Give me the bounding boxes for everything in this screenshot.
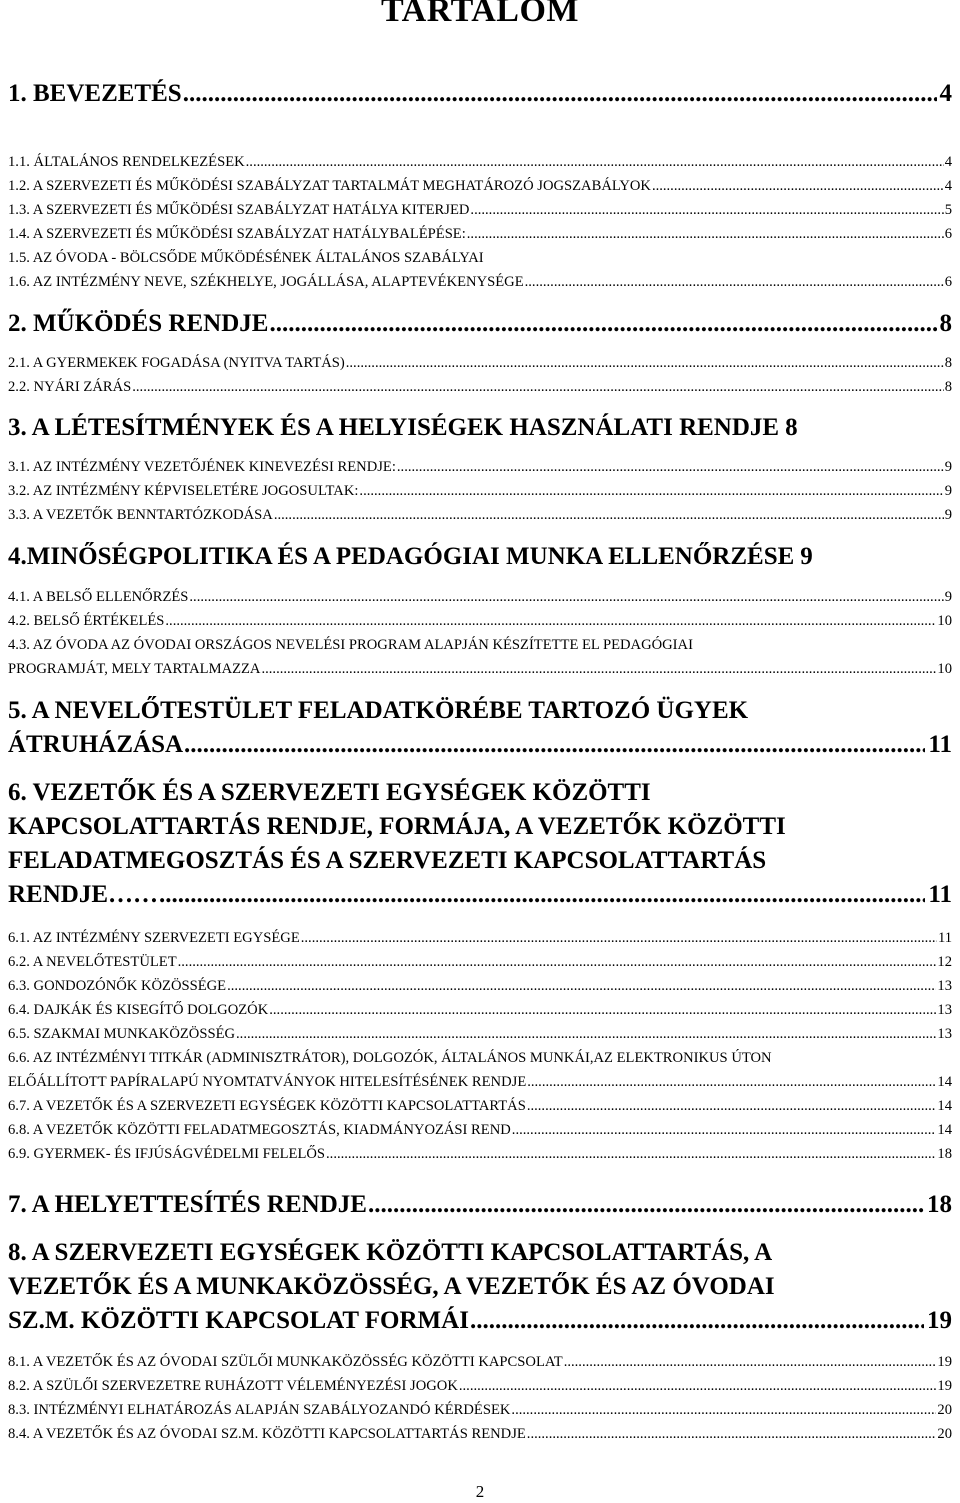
toc-entry-6-3[interactable] [8, 978, 952, 995]
dot-leader [301, 930, 937, 947]
toc-entry-text: 1.3. A SZERVEZETI ÉS MŰKÖDÉSI SZABÁLYZAT HATÁLYA KITERJED [8, 202, 470, 218]
dot-leader [511, 1402, 936, 1419]
toc-page-number: 4 [939, 80, 952, 107]
dot-leader [359, 483, 943, 500]
toc-entry-text: 6.7. A VEZETŐK ÉS A SZERVEZETI EGYSÉGEK KÖZÖTTI KAPCSOLATTARTÁS [8, 1098, 526, 1114]
toc-entry-6[interactable] [8, 881, 952, 909]
dot-leader [183, 80, 937, 108]
toc-page-number: 10 [937, 613, 952, 629]
toc-page-number: 11 [928, 731, 952, 758]
toc-entry-text: 8.4. A VEZETŐK ÉS AZ ÓVODAI SZ.M. KÖZÖTTI KAPCSOLATTARTÁS RENDJE [8, 1426, 526, 1442]
toc-entry-text: 6.2. A NEVELŐTESTÜLET [8, 954, 177, 970]
toc-page-number: 20 [937, 1426, 952, 1442]
dot-leader [165, 613, 936, 630]
toc-entry-text: 3. A LÉTESÍTMÉNYEK ÉS A HELYISÉGEK HASZNÁLATI RENDJE [8, 414, 780, 441]
toc-entry-1-1[interactable] [8, 154, 952, 171]
toc-entry-8-2[interactable] [8, 1378, 952, 1395]
dot-leader [236, 1026, 936, 1043]
toc-entry-6-6-line1[interactable]: 6.6. AZ INTÉZMÉNYI TITKÁR (ADMINISZTRÁTOR), DOLGOZÓK, ÁLTALÁNOS MUNKÁI,AZ ELEKTRONIKUS ÚTON [8, 1050, 772, 1066]
toc-entry-3-3[interactable] [8, 507, 952, 524]
toc-entry-5-line1[interactable]: 5. A NEVELŐTESTÜLET FELADATKÖRÉBE TARTOZÓ ÜGYEK [8, 697, 749, 724]
toc-entry-4-1[interactable] [8, 589, 952, 606]
toc-page-number: 9 [944, 459, 952, 475]
toc-page-number: 5 [944, 202, 952, 218]
toc-page-number: 14 [937, 1074, 952, 1090]
toc-entry-text: 8.1. A VEZETŐK ÉS AZ ÓVODAI SZÜLŐI MUNKAKÖZÖSSÉG KÖZÖTTI KAPCSOLAT [8, 1354, 563, 1370]
dot-leader [326, 1146, 936, 1163]
toc-entry-8-line1[interactable]: 8. A SZERVEZETI EGYSÉGEK KÖZÖTTI KAPCSOLATTARTÁS, A [8, 1239, 773, 1266]
toc-page-number: 6 [944, 274, 952, 290]
toc-page-number: 4 [944, 154, 952, 170]
toc-entry-8-4[interactable] [8, 1426, 952, 1443]
dot-leader [269, 1002, 936, 1019]
toc-page-number: 11 [928, 881, 952, 908]
dot-leader [178, 954, 937, 971]
toc-entry-text: 2.2. NYÁRI ZÁRÁS [8, 379, 132, 395]
dot-leader [527, 1426, 937, 1443]
toc-page-number: 13 [937, 1002, 952, 1018]
toc-entry-4[interactable] [8, 543, 952, 571]
toc-page-number: 13 [937, 978, 952, 994]
toc-entry-text: ÁTRUHÁZÁSA [8, 731, 184, 758]
toc-entry-text: 1.2. A SZERVEZETI ÉS MŰKÖDÉSI SZABÁLYZAT TARTALMÁT MEGHATÁROZÓ JOGSZABÁLYOK [8, 178, 651, 194]
toc-entry-text: 3.1. AZ INTÉZMÉNY VEZETŐJÉNEK KINEVEZÉSI RENDJE: [8, 459, 396, 475]
toc-entry-text: 4.1. A BELSŐ ELLENŐRZÉS [8, 589, 189, 605]
dot-leader [346, 355, 944, 372]
toc-entry-1-5[interactable]: 1.5. AZ ÓVODA - BÖLCSŐDE MŰKÖDÉSÉNEK ÁLTALÁNOS SZABÁLYAI [8, 250, 484, 266]
toc-page-number: 19 [937, 1378, 952, 1394]
toc-entry-6-7[interactable] [8, 1098, 952, 1115]
dot-leader [184, 731, 925, 759]
toc-entry-text: 1.6. AZ INTÉZMÉNY NEVE, SZÉKHELYE, JOGÁLLÁSA, ALAPTEVÉKENYSÉGE [8, 274, 524, 290]
toc-page-number: 14 [937, 1098, 952, 1114]
toc-entry-1-6[interactable] [8, 274, 952, 291]
toc-page-number: 11 [937, 930, 952, 946]
dot-leader [467, 226, 944, 243]
toc-entry-text: 2. MŰKÖDÉS RENDJE [8, 310, 269, 337]
toc-entry-6-8[interactable] [8, 1122, 952, 1139]
dot-leader [274, 507, 944, 524]
toc-entry-text: 6.5. SZAKMAI MUNKAKÖZÖSSÉG [8, 1026, 236, 1042]
toc-entry-7[interactable] [8, 1191, 952, 1219]
dot-leader [652, 178, 944, 195]
toc-page-number: 9 [800, 543, 813, 570]
toc-entry-1-3[interactable] [8, 202, 952, 219]
toc-page-number: 20 [937, 1402, 952, 1418]
toc-entry-3-2[interactable] [8, 483, 952, 500]
toc-entry-6-9[interactable] [8, 1146, 952, 1163]
dot-leader [470, 202, 943, 219]
toc-page-number: 8 [785, 414, 798, 441]
page-number: 2 [475, 1482, 485, 1501]
dot-leader [527, 1074, 936, 1091]
dot-leader [512, 1122, 937, 1139]
dot-leader [564, 1354, 937, 1371]
dot-leader [261, 661, 936, 678]
toc-entry-6-2[interactable] [8, 954, 952, 971]
dot-leader [525, 274, 944, 291]
toc-entry-text: 2.1. A GYERMEKEK FOGADÁSA (NYITVA TARTÁS) [8, 355, 345, 371]
dot-leader [246, 154, 944, 171]
toc-page-number: 19 [927, 1307, 952, 1334]
toc-entry-2-1[interactable] [8, 355, 952, 372]
toc-page-number: 8 [939, 310, 952, 337]
toc-page-number: 18 [927, 1191, 952, 1218]
toc-page-number: 9 [944, 507, 952, 523]
toc-entry-3[interactable] [8, 414, 952, 442]
toc-entry-8-3[interactable] [8, 1402, 952, 1419]
dot-leader [132, 379, 943, 396]
toc-entry-6-line1[interactable]: 6. VEZETŐK ÉS A SZERVEZETI EGYSÉGEK KÖZÖTTI [8, 779, 651, 806]
toc-entry-2[interactable] [8, 310, 952, 338]
dot-leader [397, 459, 944, 476]
toc-entry-6-line3[interactable]: FELADATMEGOSZTÁS ÉS A SZERVEZETI KAPCSOLATTARTÁS [8, 847, 767, 874]
toc-page-number: 9 [944, 483, 952, 499]
toc-entry-8[interactable] [8, 1307, 952, 1335]
toc-page-number: 6 [944, 226, 952, 242]
toc-entry-8-line2[interactable]: VEZETŐK ÉS A MUNKAKÖZÖSSÉG, A VEZETŐK ÉS AZ ÓVODAI [8, 1273, 775, 1300]
toc-entry-text: 4.2. BELSŐ ÉRTÉKELÉS [8, 613, 165, 629]
toc-entry-8-1[interactable] [8, 1354, 952, 1371]
toc-entry-4-3-line1[interactable]: 4.3. AZ ÓVODA AZ ÓVODAI ORSZÁGOS NEVELÉSI PROGRAM ALAPJÁN KÉSZÍTETTE EL PEDAGÓGIAI [8, 637, 693, 653]
toc-page-number: 18 [937, 1146, 952, 1162]
toc-entry-2-2[interactable] [8, 379, 952, 396]
toc-entry-1-2[interactable] [8, 178, 952, 195]
toc-entry-1-4[interactable] [8, 226, 952, 243]
toc-entry-text: 1.4. A SZERVEZETI ÉS MŰKÖDÉSI SZABÁLYZAT HATÁLYBALÉPÉSE: [8, 226, 466, 242]
toc-page-number: 19 [937, 1354, 952, 1370]
toc-entry-text: RENDJE…… [8, 881, 159, 908]
toc-page-number: 9 [944, 589, 952, 605]
toc-page-number: 4 [944, 178, 952, 194]
toc-entry-text: 6.4. DAJKÁK ÉS KISEGÍTŐ DOLGOZÓK [8, 1002, 269, 1018]
toc-entry-1[interactable] [8, 80, 952, 108]
toc-entry-text: 1. BEVEZETÉS [8, 80, 182, 107]
toc-page-number: 14 [937, 1122, 952, 1138]
toc-entry-text: 4.MINŐSÉGPOLITIKA ÉS A PEDAGÓGIAI MUNKA ELLENŐRZÉSE [8, 543, 795, 570]
dot-leader [470, 1307, 924, 1335]
dot-leader [227, 978, 936, 995]
dot-leader [269, 310, 936, 338]
toc-entry-text: 3.3. A VEZETŐK BENNTARTÓZKODÁSA [8, 507, 273, 523]
toc-page-number: 8 [944, 379, 952, 395]
dot-leader [527, 1098, 937, 1115]
dot-leader [459, 1378, 937, 1395]
toc-entry-text: 3.2. AZ INTÉZMÉNY KÉPVISELETÉRE JOGOSULTAK: [8, 483, 359, 499]
toc-entry-6-6[interactable] [8, 1074, 952, 1091]
dot-leader [368, 1191, 924, 1219]
toc-entry-text: SZ.M. KÖZÖTTI KAPCSOLAT FORMÁI [8, 1307, 469, 1334]
toc-entry-text: 6.9. GYERMEK- ÉS IFJÚSÁGVÉDELMI FELELŐS [8, 1146, 326, 1162]
dot-leader [159, 881, 925, 909]
toc-entry-text: 8.2. A SZÜLŐI SZERVEZETRE RUHÁZOTT VÉLEMÉNYEZÉSI JOGOK [8, 1378, 458, 1394]
toc-entry-6-5[interactable] [8, 1026, 952, 1043]
toc-page-number: 10 [937, 661, 952, 677]
toc-entry-3-1[interactable] [8, 459, 952, 476]
dot-leader [189, 589, 943, 606]
toc-page-number: 12 [937, 954, 952, 970]
toc-entry-text: PROGRAMJÁT, MELY TARTALMAZZA [8, 661, 261, 677]
toc-page-number: 8 [944, 355, 952, 371]
page-title: TARTALOM [381, 0, 579, 29]
toc-entry-text: 8.3. INTÉZMÉNYI ELHATÁROZÁS ALAPJÁN SZABÁLYOZANDÓ KÉRDÉSEK [8, 1402, 511, 1418]
toc-entry-5[interactable] [8, 731, 952, 759]
toc-page-number: 13 [937, 1026, 952, 1042]
toc-entry-text: 6.1. AZ INTÉZMÉNY SZERVEZETI EGYSÉGE [8, 930, 300, 946]
toc-entry-4-3[interactable] [8, 661, 952, 678]
toc-entry-6-line2[interactable]: KAPCSOLATTARTÁS RENDJE, FORMÁJA, A VEZETŐK KÖZÖTTI [8, 813, 786, 840]
toc-entry-6-4[interactable] [8, 1002, 952, 1019]
toc-entry-text: 1.1. ÁLTALÁNOS RENDELKEZÉSEK [8, 154, 245, 170]
toc-entry-text: ELŐÁLLÍTOTT PAPÍRALAPÚ NYOMTATVÁNYOK HITELESÍTÉSÉNEK RENDJE [8, 1074, 527, 1090]
toc-entry-text: 7. A HELYETTESÍTÉS RENDJE [8, 1191, 367, 1218]
toc-entry-text: 6.8. A VEZETŐK KÖZÖTTI FELADATMEGOSZTÁS, KIADMÁNYOZÁSI REND [8, 1122, 511, 1138]
toc-entry-text: 6.3. GONDOZÓNŐK KÖZÖSSÉGE [8, 978, 227, 994]
toc-entry-6-1[interactable] [8, 930, 952, 947]
toc-entry-4-2[interactable] [8, 613, 952, 630]
